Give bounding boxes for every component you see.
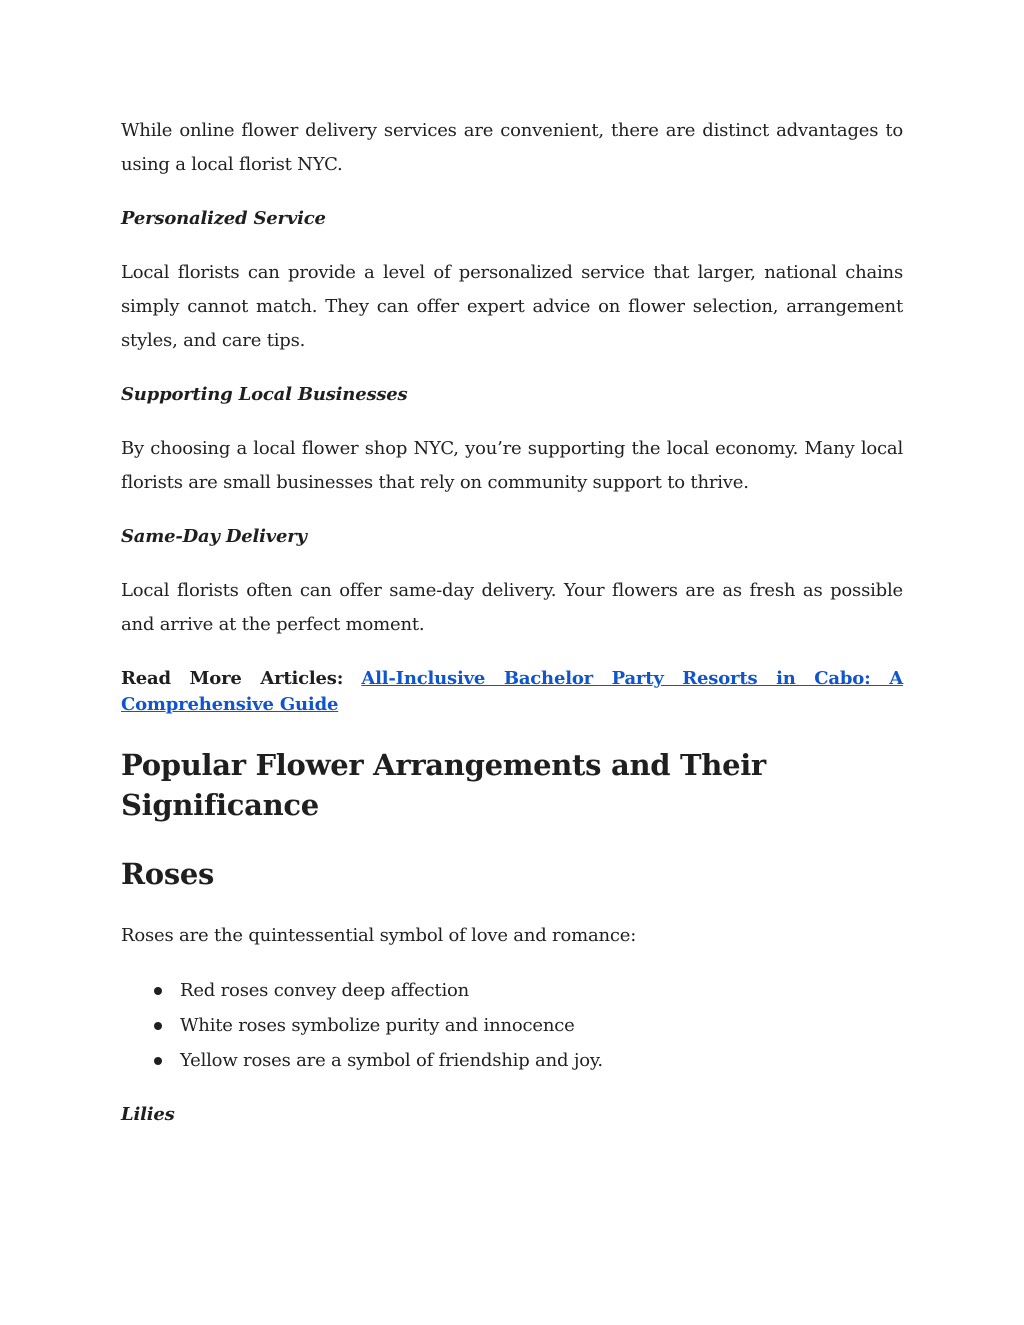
heading-lilies: Lilies <box>121 1104 175 1125</box>
arrangements-title: Popular Flower Arrangements and Their Significance <box>121 748 766 822</box>
roses-intro-paragraph: Roses are the quintessential symbol of love and romance: <box>121 925 637 946</box>
heading-same-day-delivery: Same-Day Delivery <box>121 526 307 547</box>
same-day-delivery-paragraph: Local florists often can offer same-day delivery. Your flowers are as fresh as possible and arrive at the perfect moment. <box>121 580 903 635</box>
supporting-local-businesses-paragraph: By choosing a local flower shop NYC, you’re supporting the local economy. Many local florists are small businesses that rely on community support to thrive. <box>121 438 903 493</box>
list-item-text: White roses symbolize purity and innocence <box>180 1015 575 1036</box>
bullet-icon <box>154 1057 162 1065</box>
bullet-icon <box>154 987 162 995</box>
document-page <box>121 114 903 1132</box>
list-item <box>121 973 903 1008</box>
list-item <box>121 1008 903 1043</box>
heading-personalized-service: Personalized Service <box>121 208 326 229</box>
list-item-text: Red roses convey deep affection <box>180 980 470 1001</box>
intro-paragraph: While online flower delivery services are convenient, there are distinct advantages to using a local florist NYC. <box>121 120 903 175</box>
list-item-text: Yellow roses are a symbol of friendship and joy. <box>180 1050 603 1071</box>
list-item <box>121 1043 903 1078</box>
heading-supporting-local-businesses: Supporting Local Businesses <box>121 384 408 405</box>
bullet-icon <box>154 1022 162 1030</box>
read-more-block <box>121 666 903 718</box>
read-more-label: Read More Articles: <box>121 668 344 689</box>
read-more-article-link[interactable]: All-Inclusive Bachelor Party Resorts in Cabo: A Comprehensive Guide <box>121 668 903 715</box>
personalized-service-paragraph: Local florists can provide a level of personalized service that larger, national chains simply cannot match. They can offer expert advice on flower selection, arrangement styles, and care tips. <box>121 262 903 351</box>
roses-heading: Roses <box>121 857 215 891</box>
roses-bullet-list <box>121 973 903 1078</box>
